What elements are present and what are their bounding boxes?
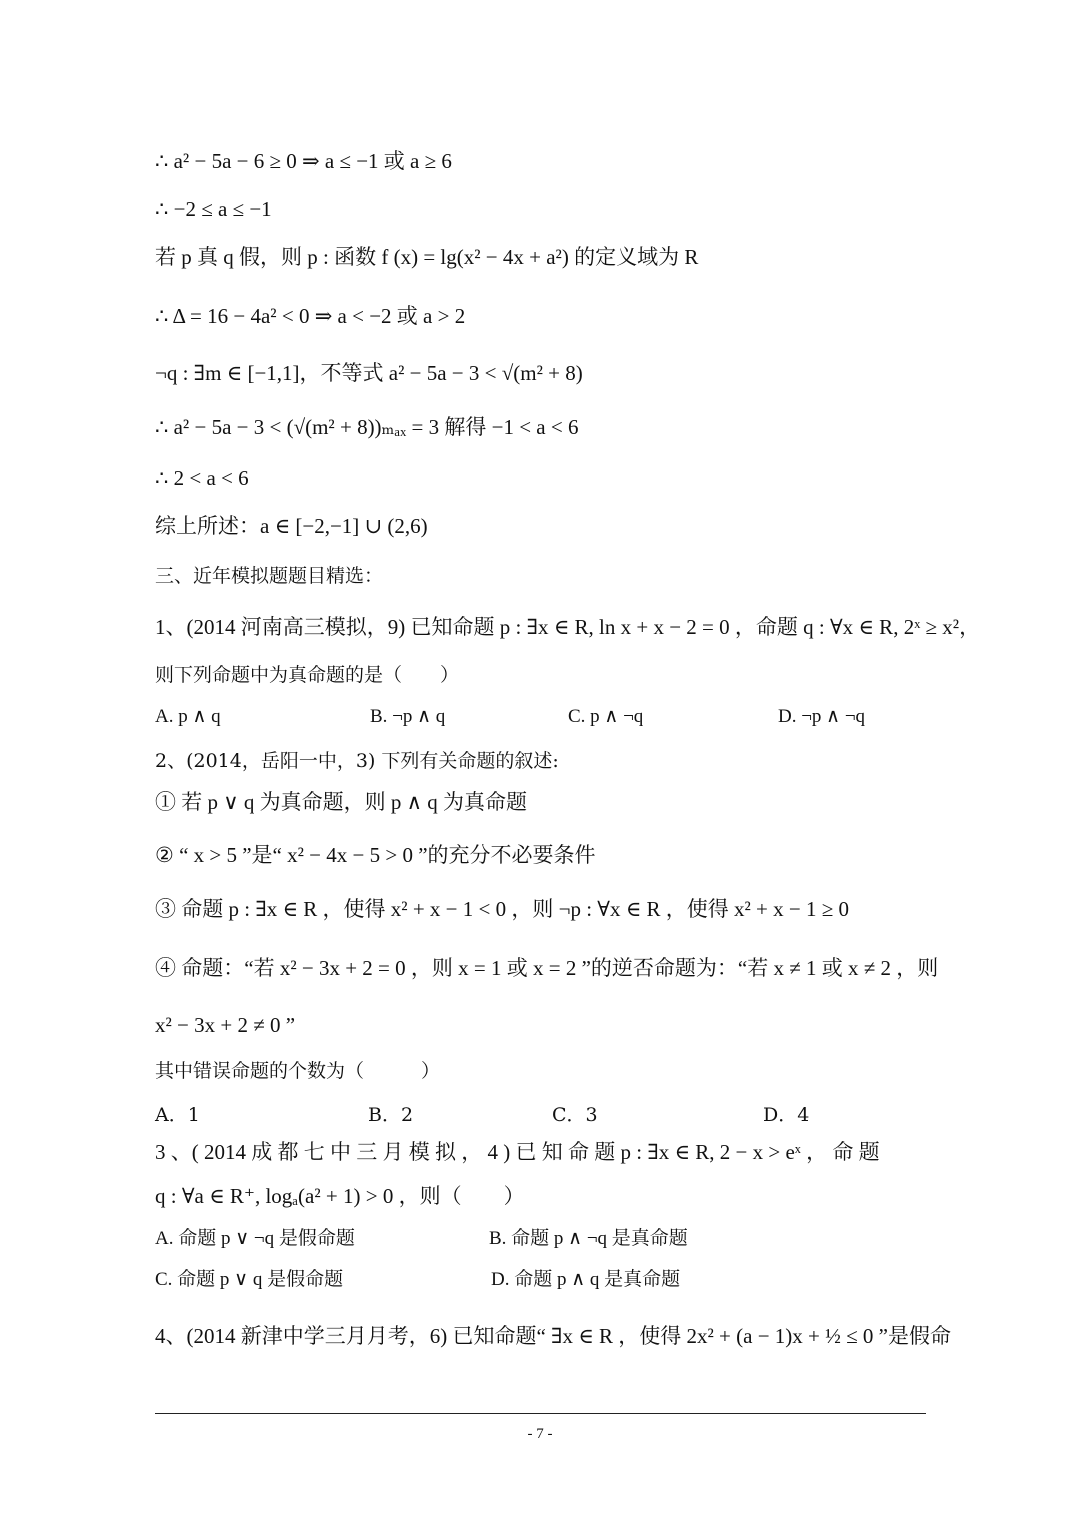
solution-line-1: ∴ a² − 5a − 6 ≥ 0 ⇒ a ≤ −1 或 a ≥ 6 xyxy=(155,149,452,173)
q3-option-b: B. 命题 p ∧ ¬q 是真命题 xyxy=(489,1228,688,1249)
solution-line-2: ∴ −2 ≤ a ≤ −1 xyxy=(155,197,272,221)
q2-statement-4-cont: x² − 3x + 2 ≠ 0 ” xyxy=(155,1013,296,1037)
q1-option-a: A. p ∧ q xyxy=(155,706,221,727)
solution-line-6: ∴ a² − 5a − 3 < (√(m² + 8))ₘₐₓ = 3 解得 −1 < a < 6 xyxy=(155,415,579,439)
question-1-stem: 1、(2014 河南高三模拟，9) 已知命题 p : ∃x ∈ R, ln x + x − 2 = 0 ，命题 q : ∀x ∈ R, 2ˣ ≥ x²， xyxy=(155,615,981,639)
page-number: - 7 - xyxy=(527,1426,553,1442)
question-3-stem-cont: q : ∀a ∈ R⁺, logₐ(a² + 1) > 0 ，则（ ） xyxy=(155,1184,525,1208)
q3-option-d: D. 命题 p ∧ q 是真命题 xyxy=(491,1269,681,1290)
q2-statement-2: ② “ x > 5 ”是“ x² − 4x − 5 > 0 ”的充分不必要条件 xyxy=(155,843,596,867)
solution-line-5: ¬q : ∃m ∈ [−1,1]，不等式 a² − 5a − 3 < √(m² + 8) xyxy=(155,361,583,385)
footer-divider xyxy=(155,1413,926,1414)
q2-statement-3: ③ 命题 p : ∃x ∈ R ，使得 x² + x − 1 < 0 ，则 ¬p : ∀x ∈ R ，使得 x² + x − 1 ≥ 0 xyxy=(155,897,850,921)
q1-option-d: D. ¬p ∧ ¬q xyxy=(778,706,866,727)
q3-option-c: C. 命题 p ∨ q 是假命题 xyxy=(155,1269,344,1290)
solution-conclusion: 综上所述：a ∈ [−2,−1] ∪ (2,6) xyxy=(155,514,428,538)
section-heading: 三、近年模拟题题目精选： xyxy=(155,565,384,587)
question-1-prompt: 则下列命题中为真命题的是（ ） xyxy=(155,664,460,686)
question-2-stem: 2、(2014，岳阳一中，3) 下列有关命题的叙述: xyxy=(155,750,559,772)
question-3-stem: 3 、( 2014 成 都 七 中 三 月 模 拟 ， 4 ) 已 知 命 题 p : ∃x ∈ R, 2 − x > eˣ ， 命 题 xyxy=(155,1140,880,1164)
question-2-prompt: 其中错误命题的个数为（ ） xyxy=(155,1060,441,1082)
q2-option-a: A．1 xyxy=(155,1104,200,1126)
question-4-stem: 4、(2014 新津中学三月月考，6) 已知命题“ ∃x ∈ R ，使得 2x² + (a − 1)x + ½ ≤ 0 ”是假命 xyxy=(155,1324,951,1348)
q2-statement-4: ④ 命题：“若 x² − 3x + 2 = 0 ，则 x = 1 或 x = 2 ”的逆否命题为：“若 x ≠ 1 或 x ≠ 2 ，则 xyxy=(155,956,939,980)
q3-option-a: A. 命题 p ∨ ¬q 是假命题 xyxy=(155,1228,355,1249)
q2-option-c: C．3 xyxy=(552,1104,598,1126)
q2-statement-1: ① 若 p ∨ q 为真命题，则 p ∧ q 为真命题 xyxy=(155,790,527,814)
q2-option-d: D．4 xyxy=(763,1104,810,1126)
solution-line-7: ∴ 2 < a < 6 xyxy=(155,466,249,490)
q2-option-b: B．2 xyxy=(368,1104,414,1126)
solution-line-4: ∴ Δ = 16 − 4a² < 0 ⇒ a < −2 或 a > 2 xyxy=(155,304,466,328)
solution-line-3: 若 p 真 q 假，则 p : 函数 f (x) = lg(x² − 4x + a²) 的定义域为 R xyxy=(155,245,699,269)
q1-option-b: B. ¬p ∧ q xyxy=(370,706,446,727)
q1-option-c: C. p ∧ ¬q xyxy=(568,706,644,727)
